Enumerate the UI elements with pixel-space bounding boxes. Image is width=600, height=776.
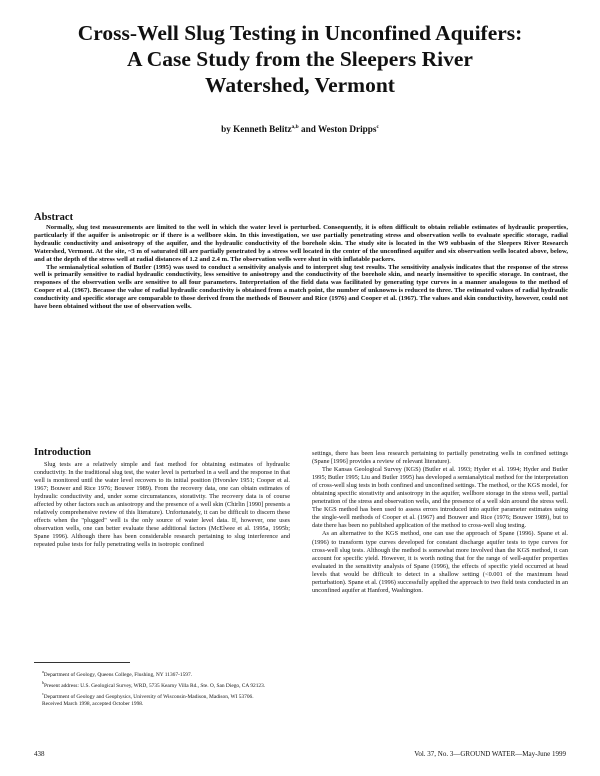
footnote-3-mark: c xyxy=(42,691,44,696)
page-number: 438 xyxy=(34,750,45,758)
paper-title xyxy=(40,20,560,98)
received-date: Received March 1998, accepted October 1998. xyxy=(42,701,144,707)
footnote-3-text: Department of Geology and Geophysics, University of Wisconsin-Madison, Madison, WI 53706. xyxy=(43,693,254,700)
abstract-paragraph-1: Normally, slug test measurements are limited to the well in which the water level is perturbed. Consequently, it is often difficult to obtain reliable estimates of hydraulic properties, particularly if the aquifer is anisotropic or if there is a wellbore skin. In this investigation, we use partially penetrating stress and observation wells to evaluate specific storage, radial hydraulic conductivity and anisotropy of the aquifer, and the hydraulic conductivity of the borehole skin. The study site is located in the W9 subbasin of the Sleepers River Research Watershed, Vermont. At the site, ~3 m of saturated till are partially penetrated by a stress well located in the center of the unconfined aquifer and six observation wells located above, below, and at the depth of the stress well at radial distances of 1.2 and 2.4 m. The observation wells were shut in with inflatable packers. xyxy=(34,224,568,263)
author-prefix: by Kenneth Belitz xyxy=(221,124,292,135)
footnote-2-text: Present address: U.S. Geological Survey, WRD, 5735 Kearny Villa Rd., Ste. O, San Diego, CA 92123. xyxy=(44,682,266,689)
intro-paragraph-1-continued: settings, there has been less research pertaining to partially penetrating wells in confined settings (Spane [1996] provides a review of relevant literature). xyxy=(312,450,568,466)
title-line-3: Watershed, Vermont xyxy=(205,73,395,97)
title-line-1: Cross-Well Slug Testing in Unconfined Aquifers: xyxy=(77,21,523,45)
author-connector: and Weston Dripps xyxy=(298,124,377,135)
title-line-2: A Case Study from the Sleepers River xyxy=(127,47,473,71)
intro-paragraph-2: The Kansas Geological Survey (KGS) (Butler et al. 1993; Hyder et al. 1994; Hyder and Butler 1995; Butler 1995; Liu and Butler 1995) has developed a semianalytical method for the interpretation of cross-well slug tests in both confined and unconfined settings. The method, or the KGS model, for obtaining specific storativity and anisotropy in the aquifer, wellbore storage in the stress well, partial penetration of the stress and observation wells, and the presence of a well skin around the stress well. The KGS method has been used to assess errors introduced into aquifer parameter estimates using the single-well methods of Cooper et al. (1967) and Bouwer and Rice (1976; Bouwer 1989), but to date there has been no published application of the method to cross-well slug testing. xyxy=(312,466,568,530)
intro-paragraph-3: As an alternative to the KGS method, one can use the approach of Spane (1996). Spane et al. (1996) to transform type curves developed for constant discharge aquifer tests to type curves for cross-well slug tests. Although the method is somewhat more involved than the KGS method, it can account for specific yield. However, it is worth noting that for the range of well-aquifer properties evaluated in the sensitivity analysis of Spane (1996), the effects of specific yield occurred at head levels that would be difficult to detect in a shallow setting (<0.001 of the maximum head perturbation). Spane et al. (1996) successfully applied the approach to two field tests conducted in an unconfined aquifer at Hanford, Washington. xyxy=(312,530,568,594)
intro-right-column xyxy=(312,450,568,748)
author-2-affiliation: c xyxy=(376,124,379,130)
footnote-1-text: Department of Geology, Queens College, Flushing, NY 11367-1597. xyxy=(43,671,192,678)
footnote-1-mark: a xyxy=(42,669,44,674)
footnote-divider xyxy=(34,662,130,663)
footnote-2 xyxy=(34,679,290,690)
author-1-affiliation: a,b xyxy=(291,124,299,130)
intro-paragraph-1: Slug tests are a relatively simple and fast method for obtaining estimates of hydraulic conductivity. In the traditional slug test, the water level is perturbed in a well and the response in that well is monitored until the water level recovers to its initial position (Hvorslev 1951; Cooper et al. 1967; Bouwer and Rice 1976; Bouwer 1989). From the recovery data, one can obtain estimates of hydraulic conductivity and, under some circumstances, storativity. The recovery data is of course affected by other factors such as anisotropy and the presence of a well skin (Chirlin [1990] presents a relatively comprehensive review of this literature). Unfortunately, it can be difficult to discern these effects when the "plugged" well is the only source of water level data. If, however, one uses observation wells, one can better evaluate these additional factors (McElwee et al. 1995a, 1995b; Spane 1996). Although there has been considerable research pertaining to slug interference and repeated pulse tests for fully penetrating wells in isotropic confined xyxy=(34,461,290,549)
abstract-paragraph-2: The semianalytical solution of Butler (1995) was used to conduct a sensitivity analysis and to interpret slug test results. The sensitivity analysis indicates that the response of the stress well is primarily sensitive to radial hydraulic conductivity, less sensitive to anisotropy and the conductivity of the borehole skin, and nearly insensitive to specific storage. In contrast, the responses of the observation wells are sensitive to all four parameters. Interpretation of the field data was facilitated by generating type curves in a manner analogous to the method of Cooper et al. (1967). Because the value of radial hydraulic conductivity is obtained from a match point, the number of unknowns is reduced to three. The estimated values of radial hydraulic conductivity and specific storage are comparable to those derived from the methods of Bouwer and Rice (1976) and Cooper et al. (1967). The values and skin conductivity, however, could not have been obtained without the use of observation wells. xyxy=(34,263,568,311)
footnotes xyxy=(34,668,290,708)
footnote-2-mark: b xyxy=(42,680,44,685)
abstract-body xyxy=(34,224,568,311)
introduction-heading: Introduction xyxy=(34,447,91,458)
footnote-3 xyxy=(34,690,290,701)
author-line xyxy=(40,124,560,134)
journal-citation: Vol. 37, No. 3—GROUND WATER—May-June 1999 xyxy=(414,750,566,758)
intro-left-column xyxy=(34,461,290,661)
footnote-1 xyxy=(34,668,290,679)
abstract-heading: Abstract xyxy=(34,212,74,223)
